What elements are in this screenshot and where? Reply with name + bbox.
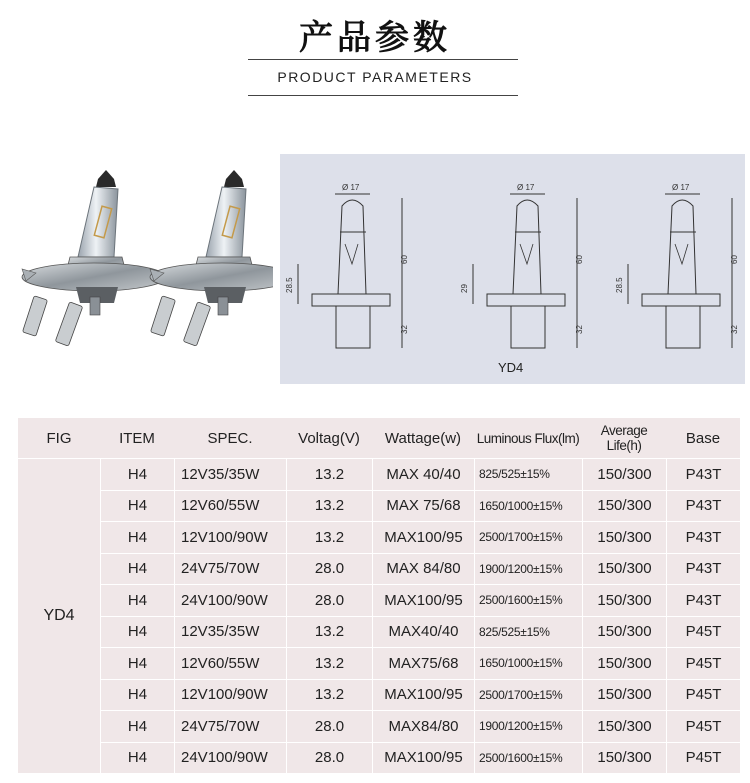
drawing-1 — [298, 194, 402, 348]
cell-average-life: 150/300 — [582, 617, 666, 649]
cell-voltage: 13.2 — [286, 522, 372, 554]
cell-voltage: 13.2 — [286, 648, 372, 680]
dim-d2: Ø 17 — [517, 183, 535, 192]
drawing-3 — [628, 194, 732, 348]
cell-base: P43T — [666, 522, 740, 554]
cell-spec: 12V60/55W — [174, 491, 286, 523]
cell-spec: 12V35/35W — [174, 617, 286, 649]
cell-spec: 24V100/90W — [174, 585, 286, 617]
cell-spec: 12V60/55W — [174, 648, 286, 680]
cell-item: H4 — [100, 617, 174, 649]
cell-wattage: MAX 40/40 — [372, 459, 474, 491]
cell-average-life: 150/300 — [582, 585, 666, 617]
col-header-item: ITEM — [100, 418, 174, 459]
cell-voltage: 13.2 — [286, 459, 372, 491]
bulb-photo — [18, 160, 273, 360]
table-row — [18, 617, 740, 649]
cell-wattage: MAX100/95 — [372, 680, 474, 712]
dimension-drawing — [280, 154, 745, 384]
cell-base: P43T — [666, 459, 740, 491]
table-body — [18, 459, 740, 774]
cell-base: P43T — [666, 585, 740, 617]
col-header-voltage: Voltag(V) — [286, 418, 372, 459]
cell-base: P45T — [666, 648, 740, 680]
cell-voltage: 28.0 — [286, 743, 372, 775]
table-row — [18, 554, 740, 586]
cell-item: H4 — [100, 680, 174, 712]
fig-cell: YD4 — [18, 459, 100, 774]
cell-average-life: 150/300 — [582, 743, 666, 775]
cell-base: P45T — [666, 711, 740, 743]
diagram-caption: YD4 — [498, 360, 524, 375]
parameters-table — [18, 418, 740, 774]
cell-wattage: MAX100/95 — [372, 522, 474, 554]
dim-d1: Ø 17 — [342, 183, 360, 192]
dim-bot2: 32 — [575, 325, 584, 334]
col-header-wattage: Wattage(w) — [372, 418, 474, 459]
table-row — [18, 680, 740, 712]
col-header-base: Base — [666, 418, 740, 459]
cell-voltage: 28.0 — [286, 554, 372, 586]
title-rule-bottom — [248, 95, 518, 96]
cell-average-life: 150/300 — [582, 554, 666, 586]
title-rule-top — [248, 59, 518, 60]
cell-luminous-flux: 825/525±15% — [474, 617, 582, 649]
dim-top3: 60 — [730, 255, 739, 264]
cell-item: H4 — [100, 459, 174, 491]
col-header-fig: FIG — [18, 418, 100, 459]
dim-top2: 60 — [575, 255, 584, 264]
cell-voltage: 28.0 — [286, 711, 372, 743]
table-header-row — [18, 418, 740, 459]
cell-item: H4 — [100, 522, 174, 554]
page-title-cn: 产品参数 — [299, 18, 451, 58]
dim-top1: 60 — [400, 255, 409, 264]
table-row — [18, 585, 740, 617]
dim-h1: 28.5 — [285, 277, 294, 293]
col-header-luminous-flux: Luminous Flux(lm) — [474, 418, 582, 459]
cell-luminous-flux: 2500/1700±15% — [474, 522, 582, 554]
cell-spec: 12V100/90W — [174, 522, 286, 554]
dim-bot3: 32 — [730, 325, 739, 334]
cell-spec: 12V35/35W — [174, 459, 286, 491]
cell-luminous-flux: 1650/1000±15% — [474, 491, 582, 523]
cell-base: P45T — [666, 743, 740, 775]
cell-average-life: 150/300 — [582, 522, 666, 554]
cell-voltage: 13.2 — [286, 680, 372, 712]
cell-item: H4 — [100, 585, 174, 617]
cell-base: P43T — [666, 554, 740, 586]
cell-base: P45T — [666, 617, 740, 649]
cell-luminous-flux: 2500/1600±15% — [474, 743, 582, 775]
cell-base: P43T — [666, 491, 740, 523]
cell-luminous-flux: 2500/1700±15% — [474, 680, 582, 712]
cell-wattage: MAX 75/68 — [372, 491, 474, 523]
cell-item: H4 — [100, 554, 174, 586]
col-header-spec: SPEC. — [174, 418, 286, 459]
cell-luminous-flux: 1900/1200±15% — [474, 554, 582, 586]
cell-item: H4 — [100, 491, 174, 523]
cell-wattage: MAX75/68 — [372, 648, 474, 680]
table-row — [18, 459, 740, 491]
table-row — [18, 522, 740, 554]
cell-luminous-flux: 1650/1000±15% — [474, 648, 582, 680]
cell-average-life: 150/300 — [582, 491, 666, 523]
table-row — [18, 743, 740, 775]
cell-wattage: MAX40/40 — [372, 617, 474, 649]
cell-average-life: 150/300 — [582, 711, 666, 743]
cell-item: H4 — [100, 743, 174, 775]
table-row — [18, 491, 740, 523]
cell-average-life: 150/300 — [582, 648, 666, 680]
cell-average-life: 150/300 — [582, 459, 666, 491]
cell-average-life: 150/300 — [582, 680, 666, 712]
dim-h2: 29 — [460, 284, 469, 293]
cell-item: H4 — [100, 711, 174, 743]
dim-d3: Ø 17 — [672, 183, 690, 192]
cell-luminous-flux: 2500/1600±15% — [474, 585, 582, 617]
cell-voltage: 13.2 — [286, 491, 372, 523]
cell-voltage: 28.0 — [286, 585, 372, 617]
cell-luminous-flux: 825/525±15% — [474, 459, 582, 491]
cell-wattage: MAX 84/80 — [372, 554, 474, 586]
cell-wattage: MAX100/95 — [372, 743, 474, 775]
cell-luminous-flux: 1900/1200±15% — [474, 711, 582, 743]
cell-item: H4 — [100, 648, 174, 680]
dim-h3: 28.5 — [615, 277, 624, 293]
drawing-2 — [473, 194, 577, 348]
cell-base: P45T — [666, 680, 740, 712]
cell-wattage: MAX100/95 — [372, 585, 474, 617]
cell-spec: 24V75/70W — [174, 554, 286, 586]
page-title-en: PRODUCT PARAMETERS — [277, 69, 473, 85]
cell-spec: 12V100/90W — [174, 680, 286, 712]
table-row — [18, 711, 740, 743]
cell-spec: 24V100/90W — [174, 743, 286, 775]
cell-wattage: MAX84/80 — [372, 711, 474, 743]
table-row — [18, 648, 740, 680]
cell-voltage: 13.2 — [286, 617, 372, 649]
dim-bot1: 32 — [400, 325, 409, 334]
col-header-average-life: Average Life(h) — [582, 418, 666, 459]
cell-spec: 24V75/70W — [174, 711, 286, 743]
